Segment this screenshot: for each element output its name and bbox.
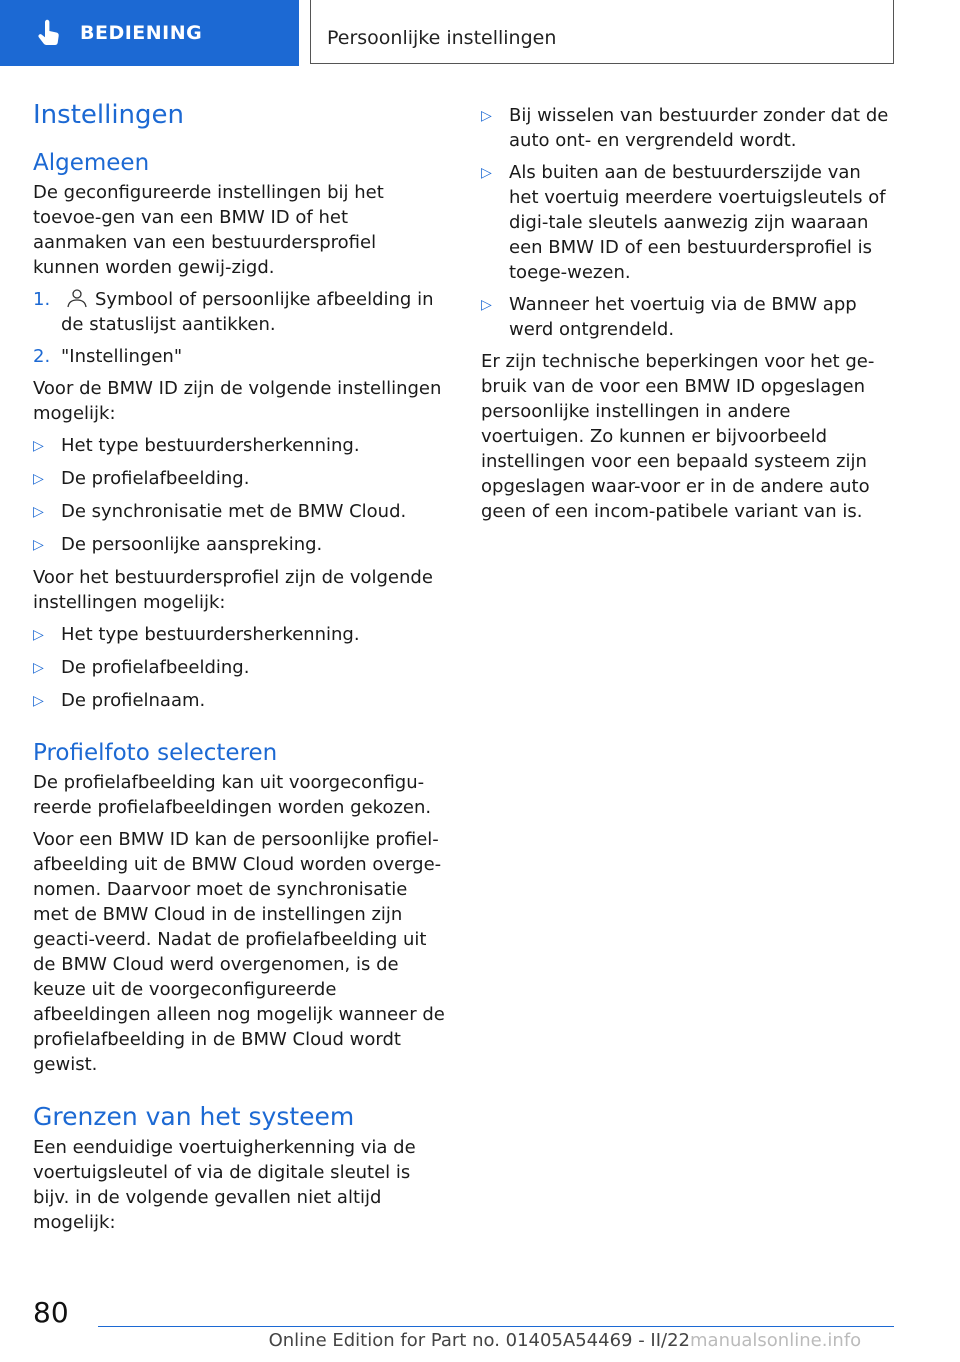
header-title-box <box>310 0 894 64</box>
numbered-step <box>33 344 448 369</box>
list-item: ▷ De synchronisatie met de BMW Cloud. <box>33 499 448 525</box>
heading-profielfoto: Profielfoto selecteren <box>33 740 278 766</box>
list-item: ▷ Het type bestuurdersherkenning. <box>33 433 448 459</box>
triangle-bullet-icon: ▷ <box>33 504 44 520</box>
triangle-bullet-icon: ▷ <box>33 660 44 676</box>
triangle-bullet-icon: ▷ <box>481 108 492 124</box>
paragraph: Voor het bestuurdersprofiel zijn de volgende instellingen mogelijk: <box>33 567 433 613</box>
paragraph: Er zijn technische beperkingen voor het ge-bruik van de voor een BMW ID opgeslagen persoonlijke instellingen in andere voertuigen. Zo kunnen er bijvoorbeeld instellingen voor een bepaald systeem zijn opgeslagen waar-voor er in de andere auto geen of een incom-patibele variant van is. <box>481 351 875 522</box>
list-item: ▷ Bij wisselen van bestuurder zonder dat de auto ont- en vergrendeld wordt. <box>481 105 889 151</box>
page-number: 80 <box>33 1296 69 1329</box>
left-column <box>33 98 448 1242</box>
step-text: Symbool of persoonlijke afbeelding in de statuslijst aantikken. <box>61 289 434 335</box>
list-item: ▷ De profielafbeelding. <box>33 655 448 681</box>
paragraph: Voor een BMW ID kan de persoonlijke profiel-afbeelding uit de BMW Cloud worden overge-nomen. Daarvoor moet de synchronisatie met de BMW Cloud in de instellingen zijn geacti-veerd. Nadat de profielafbeelding uit de BMW Cloud werd overgenomen, is de keuze uit de voorgeconfigureerde afbeeldingen alleen nog mogelijk wanneer de profielafbeelding in de BMW Cloud wordt gewist. <box>33 829 445 1075</box>
step-number: 1. <box>33 289 51 310</box>
hand-pointer-icon <box>34 18 64 48</box>
section-label: BEDIENING <box>80 22 203 44</box>
triangle-bullet-icon: ▷ <box>33 537 44 553</box>
list-item: ▷ Het type bestuurdersherkenning. <box>33 622 448 648</box>
triangle-bullet-icon: ▷ <box>481 165 492 181</box>
triangle-bullet-icon: ▷ <box>33 627 44 643</box>
person-icon <box>65 288 89 308</box>
list-item: ▷ Wanneer het voertuig via de BMW app werd ontgrendeld. <box>481 294 857 340</box>
step-number: 2. <box>33 346 51 367</box>
watermark: manualsonline.info <box>690 1330 862 1351</box>
triangle-bullet-icon: ▷ <box>33 438 44 454</box>
section-grenzen <box>33 1101 448 1235</box>
section-profielfoto <box>33 738 448 1077</box>
numbered-step <box>33 287 448 337</box>
paragraph: Voor de BMW ID zijn de volgende instellingen mogelijk: <box>33 378 442 424</box>
page-title: Persoonlijke instellingen <box>327 27 557 49</box>
heading-algemeen: Algemeen <box>33 150 150 176</box>
list-item: ▷ Als buiten aan de bestuurderszijde van het voertuig meerdere voertuigsleutels of digi-tale sleutels aanwezig zijn waaraan een BMW ID of een bestuurdersprofiel is toege-wezen. <box>481 162 886 283</box>
triangle-bullet-icon: ▷ <box>481 297 492 313</box>
list-item: ▷ De profielnaam. <box>33 688 448 714</box>
footer-edition: Online Edition for Part no. 01405A54469 - II/22 <box>268 1330 690 1351</box>
list-item: ▷ De profielafbeelding. <box>33 466 448 492</box>
triangle-bullet-icon: ▷ <box>33 693 44 709</box>
triangle-bullet-icon: ▷ <box>33 471 44 487</box>
heading-grenzen: Grenzen van het systeem <box>33 1102 355 1131</box>
paragraph: Een eenduidige voertuigherkenning via de voertuigsleutel of via de digitale sleutel is bijv. in de volgende gevallen niet altijd mogelijk: <box>33 1137 416 1233</box>
footer-divider <box>98 1326 894 1327</box>
right-column <box>481 100 896 531</box>
paragraph: De profielafbeelding kan uit voorgeconfigu-reerde profielafbeeldingen worden gekozen. <box>33 772 432 818</box>
header-section-tab <box>0 0 299 66</box>
list-item: ▷ De persoonlijke aanspreking. <box>33 532 448 558</box>
paragraph: De geconfigureerde instellingen bij het toevoe-gen van een BMW ID of het aanmaken van een bestuurdersprofiel kunnen worden gewij-zigd. <box>33 182 384 278</box>
heading-instellingen: Instellingen <box>33 100 185 130</box>
step-text: "Instellingen" <box>61 346 183 367</box>
